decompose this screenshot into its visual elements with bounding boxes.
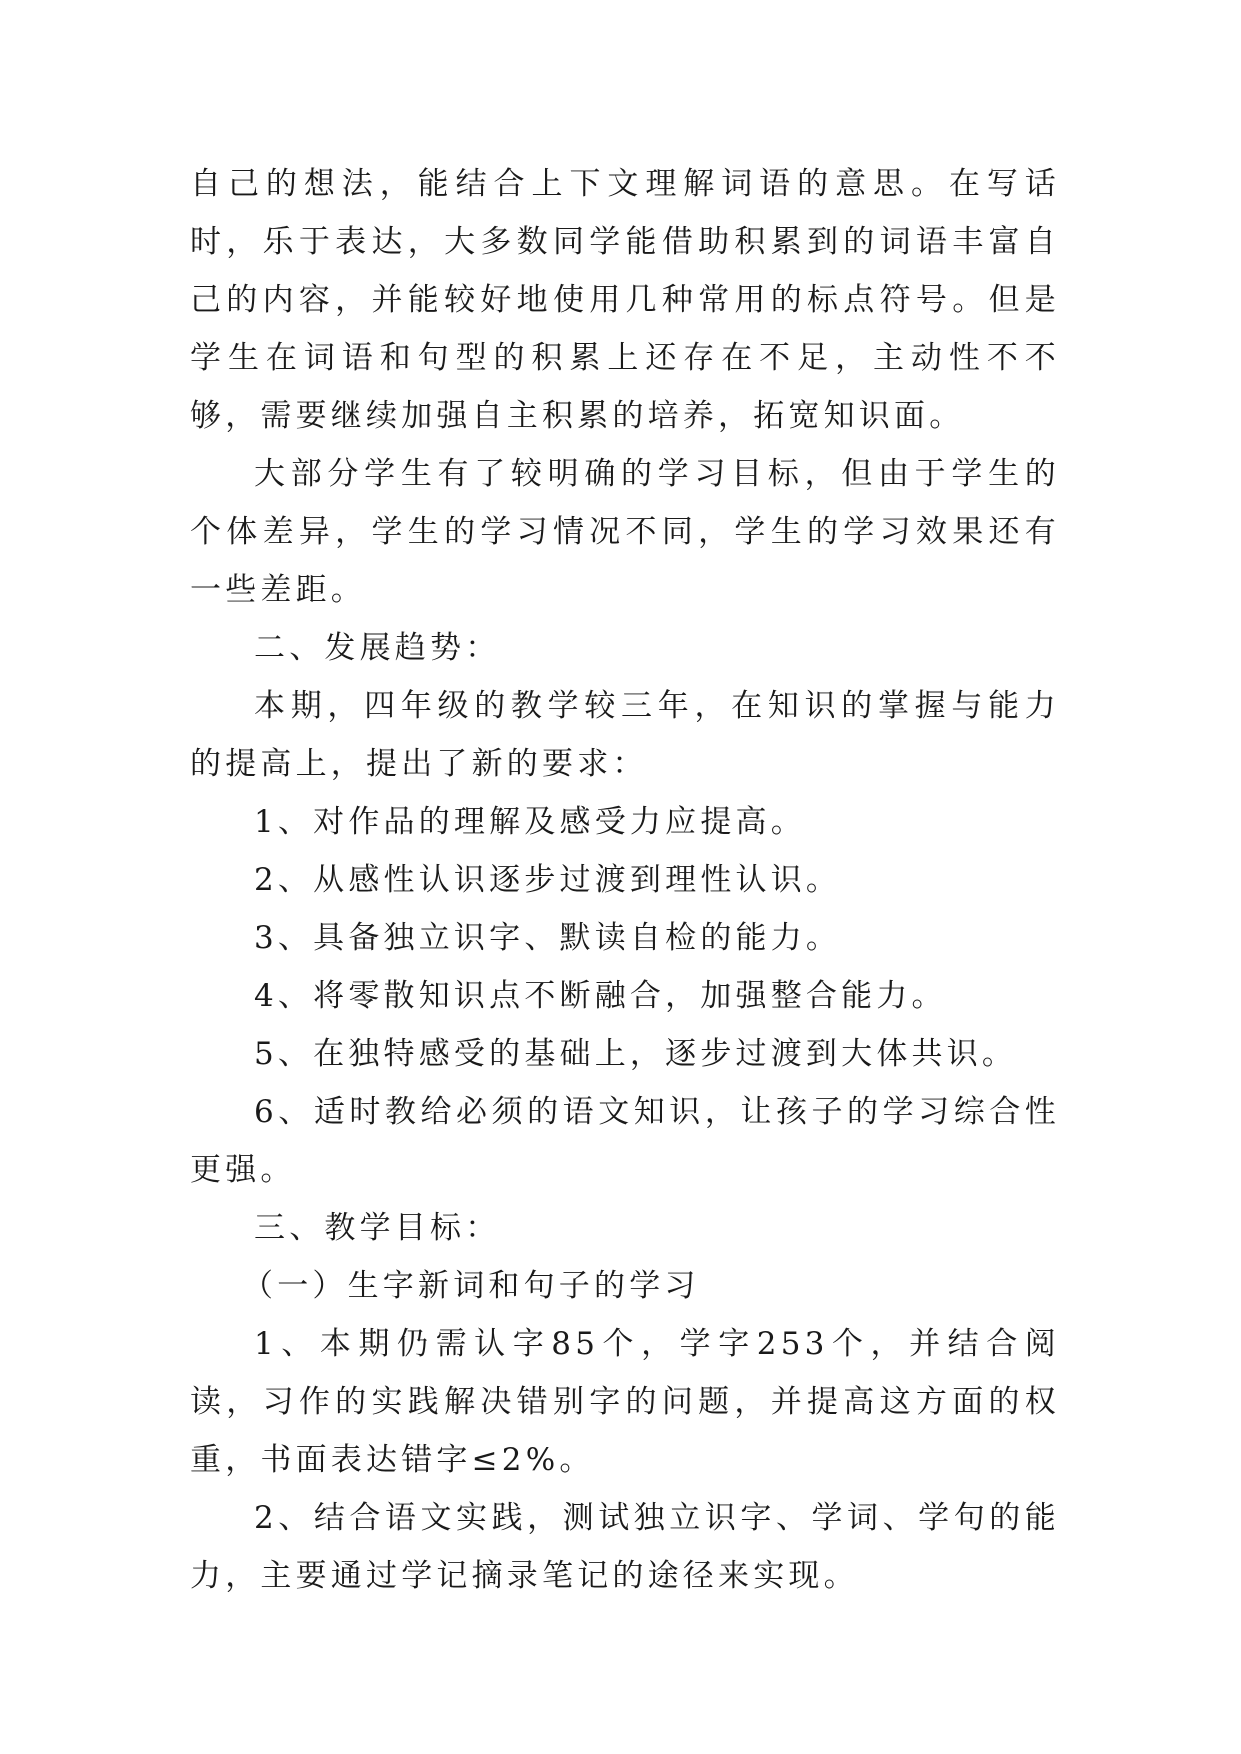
- subsection-heading-vocabulary: （一）生字新词和句子的学习: [242, 1268, 700, 1304]
- paragraph-trends-intro: 本期，四年级的教学较三年，在知识的掌握与能力的提高上，提出了新的要求：: [190, 688, 1060, 782]
- paragraph-learning-goals: 大部分学生有了较明确的学习目标，但由于学生的个体差异，学生的学习情况不同，学生的学习效果还有一些差距。: [190, 456, 1060, 608]
- list-item-2: 2、从感性认识逐步过渡到理性认识。: [254, 862, 842, 898]
- list-item-6: 6、适时教给必须的语文知识，让孩子的学习综合性更强。: [190, 1094, 1060, 1188]
- list-item-1: 1、对作品的理解及感受力应提高。: [254, 804, 806, 840]
- list-item-4: 4、将零散知识点不断融合，加强整合能力。: [254, 978, 947, 1014]
- paragraph-continuation: 自己的想法，能结合上下文理解词语的意思。在写话时，乐于表达，大多数同学能借助积累到的词语丰富自己的内容，并能较好地使用几种常用的标点符号。但是学生在词语和句型的积累上还存在不足，主动性不不够，需要继续加强自主积累的培养，拓宽知识面。: [190, 166, 1060, 434]
- goal-item-1: 1、本期仍需认字85个，学字253个，并结合阅读，习作的实践解决错别字的问题，并提高这方面的权重，书面表达错字≤2%。: [190, 1326, 1060, 1478]
- list-item-3: 3、具备独立识字、默读自检的能力。: [254, 920, 842, 956]
- list-item-5: 5、在独特感受的基础上，逐步过渡到大体共识。: [254, 1036, 1018, 1072]
- document-page: [190, 155, 1060, 1605]
- goal-item-2: 2、结合语文实践，测试独立识字、学词、学句的能力，主要通过学记摘录笔记的途径来实现。: [190, 1500, 1060, 1594]
- section-heading-trends: 二、发展趋势：: [254, 630, 501, 666]
- section-heading-teaching-goals: 三、教学目标：: [254, 1210, 501, 1246]
